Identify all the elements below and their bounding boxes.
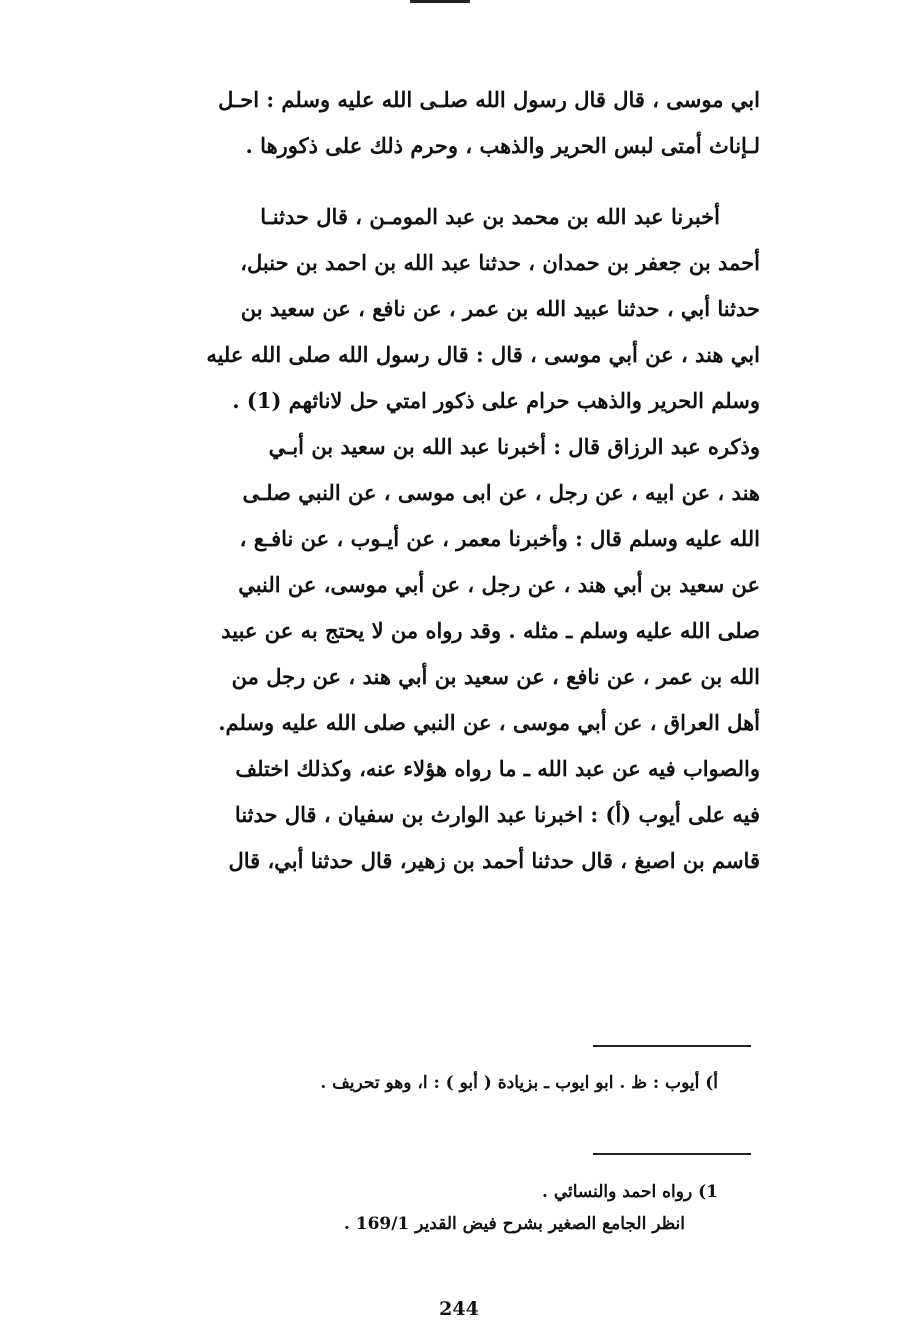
text-line: ابي هند ، عن أبي موسى ، قال : قال رسول الله صلى الله عليه (206, 342, 760, 367)
text-line: ابي موسى ، قال قال رسول الله صلـى الله عليه وسلم : احـل (218, 87, 760, 112)
footnote-a: أ) أيوب : ظ . ابو ايوب ـ بزيادة ( أبو ) : ا، وهو تحريف . (320, 1073, 718, 1093)
text-line: والصواب فيه عن عبد الله ـ ما رواه هؤلاء عنه، وكذلك اختلف (235, 756, 760, 781)
text-line: وذكره عبد الرزاق قال : أخبرنا عبد الله بن سعيد بن أبـي (268, 434, 760, 459)
text-line: حدثنا أبي ، حدثنا عبيد الله بن عمر ، عن نافع ، عن سعيد بن (240, 296, 760, 321)
text-line: أخبرنا عبد الله بن محمد بن عبد المومـن ، قال حدثنـا (260, 204, 720, 229)
text-line: أهل العراق ، عن أبي موسى ، عن النبي صلى الله عليه وسلم. (218, 710, 760, 735)
footnote-divider (593, 1045, 751, 1047)
text-line: لـإناث أمتى لبس الحرير والذهب ، وحرم ذلك على ذكورها . (245, 133, 760, 158)
text-line: الله بن عمر ، عن نافع ، عن سعيد بن أبي هند ، عن رجل من (231, 664, 760, 689)
footnote-divider (593, 1153, 751, 1155)
text-line: عن سعيد بن أبي هند ، عن رجل ، عن أبي موسى، عن النبي (238, 572, 760, 597)
footnote-1-reference: انظر الجامع الصغير بشرح فيض القدير 169/1 . (343, 1214, 685, 1234)
text-line: وسلم الحرير والذهب حرام على ذكور امتي حل لاناثهم (1) . (232, 388, 760, 413)
text-line: قاسم بن اصبغ ، قال حدثنا أحمد بن زهير، قال حدثنا أبي، قال (228, 848, 760, 873)
paragraph-continued (112, 77, 760, 169)
text-line: صلى الله عليه وسلم ـ مثله . وقد رواه من لا يحتج به عن عبيد (221, 618, 760, 643)
footnote-1: 1) رواه احمد والنسائي . (542, 1182, 718, 1202)
paragraph-main (112, 194, 760, 884)
text-line: هند ، عن ابيه ، عن رجل ، عن ابى موسى ، عن النبي صلـى (242, 480, 760, 505)
text-line: الله عليه وسلم قال : وأخبرنا معمر ، عن أيـوب ، عن نافـع ، (239, 526, 760, 551)
top-edge-mark (410, 0, 470, 3)
text-line: فيه على أيوب (أ) : اخبرنا عبد الوارث بن سفيان ، قال حدثنا (234, 802, 760, 827)
page-number: 244 (439, 1298, 479, 1320)
text-line: أحمد بن جعفر بن حمدان ، حدثنا عبد الله بن احمد بن حنبل، (240, 250, 760, 275)
